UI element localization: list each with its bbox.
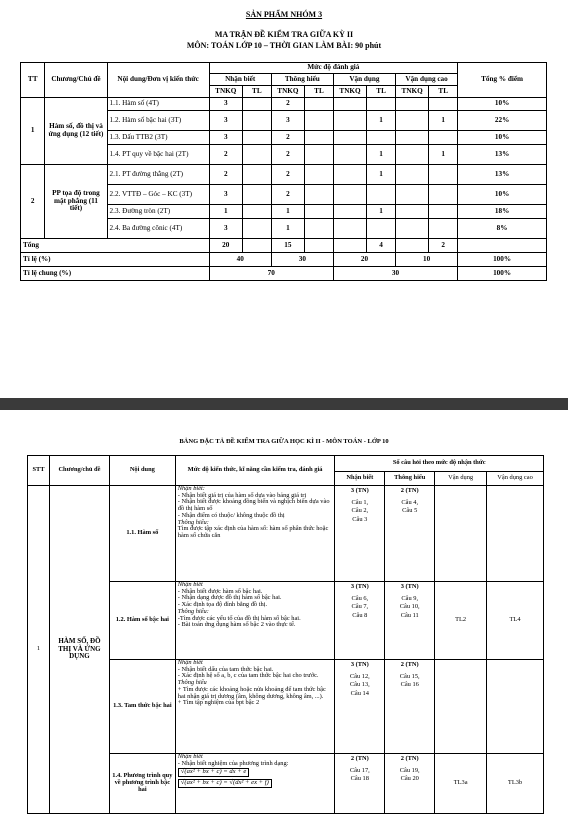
question-count: 3 (TN) [400,583,419,590]
count-cell [396,219,429,239]
level-line: - Nhận biết được hàm số bậc hai. [177,587,263,595]
count-cell [305,145,334,165]
question-item: Câu 11 [400,612,419,620]
count-cell: 2 [209,165,242,185]
spec-page [0,410,568,815]
question-count: 2 (TN) [400,661,419,668]
question-item: Câu 2, [351,507,369,515]
col-content: Nội dung/Đơn vị kiến thức [107,63,209,98]
total-vd: 4 [367,239,396,253]
level-line: - Xác định tọa độ đỉnh bằng đồ thị. [177,601,268,609]
question-item: Câu 8 [352,612,368,620]
count-cell: 2 [209,145,242,165]
question-item: Câu 12, [349,672,370,680]
spec-col-level: Mức độ kiến thức, kĩ năng cần kiểm tra, đánh giá [175,456,335,486]
level-header: Nhận biết [209,74,271,86]
pct-cell: 10% [458,185,547,205]
spec-stt: 1 [28,486,50,814]
question-item: Câu 1, [351,498,369,506]
count-cell: 3 [209,111,242,131]
spec-content: 1.2. Hàm số bậc hai [109,582,175,660]
level-line: - Nhận biết được khoảng đồng biến và nghịch biến dựa vào đồ thị hàm số [177,498,330,513]
question-item: Câu 10, [399,603,420,611]
ratio-label: Tỉ lệ (%) [21,253,210,267]
col-topic: Chương/Chủ đề [45,63,107,98]
th-questions [385,582,435,660]
spec-col-content: Nội dung [109,456,175,486]
vdc-questions [487,660,544,754]
level-line: - Nhận biết nghiệm của phương trình dạng: [177,759,289,767]
count-cell: 1 [367,145,396,165]
nb-questions [335,486,385,582]
nb-questions [335,660,385,754]
group-title: SẢN PHẨM NHÓM 3 [245,10,323,19]
matrix-row [21,98,547,111]
question-item: Câu 13, [349,681,370,689]
count-cell: 2 [271,131,304,145]
spec-levels [175,486,335,582]
question-count: 2 (TN) [350,755,369,762]
spec-sub-col: Vận dụng cao [487,472,544,486]
spec-content: 1.3. Tam thức bậc hai [109,660,175,754]
level-line: Tìm được tập xác định của hàm số: hàm số phân thức hoặc hàm số chứa căn [177,525,329,540]
count-cell [242,131,271,145]
question-item: Câu 4, [401,498,419,506]
ratio-th: 30 [271,253,333,267]
sub-tl: TL [367,86,396,98]
count-cell [396,165,429,185]
spec-levels [175,660,335,754]
question-item: Câu 19, [399,766,420,774]
question-item: Câu 17, [349,766,370,774]
matrix-page [0,0,568,398]
count-cell: 3 [209,98,242,111]
vd-questions [435,486,487,582]
count-cell [333,185,366,205]
count-cell: 1 [209,205,242,219]
spec-levels [175,754,335,814]
count-cell [333,145,366,165]
vdc-questions: TL4 [487,582,544,660]
spec-table [27,455,544,814]
count-cell [333,165,366,185]
question-item: Câu 5 [402,507,418,515]
level-line: -Tìm được các yếu tố của đồ thị hàm số bậc hai. [177,614,301,622]
count-cell [305,98,334,111]
count-cell [333,111,366,131]
count-cell: 3 [271,111,304,131]
count-cell [305,165,334,185]
spec-sub-col: Vận dụng [435,472,487,486]
level-line: - Nhận dạng được đồ thị hàm số bậc hai. [177,594,282,602]
col-tt: TT [21,63,45,98]
count-cell: 1 [271,219,304,239]
level-line: - Nhận biết giá trị của hàm số dựa vào bảng giá trị [177,491,307,499]
level-line: Nhận biết: [177,485,205,492]
question-item: Câu 20 [400,775,419,783]
question-item: Câu 3 [352,516,368,524]
count-cell [305,219,334,239]
count-cell [429,165,458,185]
vd-questions [435,660,487,754]
spec-content: 1.1. Hàm số [109,486,175,582]
ratio-pct: 100% [458,253,547,267]
sub-tnkq: TNKQ [271,86,304,98]
level-header: Vận dụng cao [396,74,458,86]
count-cell [305,111,334,131]
matrix-row [21,165,547,185]
question-item: Câu 9, [401,594,419,602]
vdc-questions: TL3b [487,754,544,814]
level-line: - Bài toán ứng dụng hàm số bậc 2 vào thực tế. [177,621,296,629]
spec-title: BẢNG ĐẶC TẢ ĐỀ KIỂM TRA GIỮA HỌC KÌ II - MÔN TOÁN - LỚP 10 [179,438,389,445]
level-line: Nhận biết [177,581,203,588]
level-header: Vận dụng [333,74,395,86]
spec-topic: HÀM SỐ, ĐỒ THỊ VÀ ỨNG DỤNG [49,486,109,814]
count-cell [396,131,429,145]
group-topic: PP tọa độ trong mặt phẳng (11 tiết) [45,165,107,239]
sub-tl: TL [305,86,334,98]
level-line: Thông hiểu [177,679,207,687]
general-pct: 100% [458,267,547,281]
question-item: Câu 16 [400,681,419,689]
count-cell [242,185,271,205]
count-cell [242,111,271,131]
page-separator [0,398,568,410]
content-cell: 1.4. PT quy về bậc hai (2T) [107,145,209,165]
count-cell [396,145,429,165]
question-count: 3 (TN) [350,583,369,590]
question-count: 3 (TN) [350,487,369,494]
level-line: - Nhận điểm có thuộc/ không thuộc đồ thị [177,511,285,519]
subject-line: MÔN: TOÁN LỚP 10 – THỜI GIAN LÀM BÀI: 90 phút [186,41,382,50]
sub-tnkq: TNKQ [209,86,242,98]
question-item: Câu 14 [350,690,369,698]
count-cell [429,205,458,219]
spec-col-questions: Số câu hỏi theo mức độ nhận thức [335,456,544,472]
group-topic: Hàm số, đồ thị và ứng dụng (12 tiết) [45,98,107,165]
sub-tnkq: TNKQ [396,86,429,98]
count-cell [429,219,458,239]
count-cell [242,219,271,239]
group-tt: 2 [21,165,45,239]
question-item: Câu 7, [351,603,369,611]
level-line: + Tìm tập nghiệm của bpt bậc 2 [177,699,260,707]
count-cell [333,205,366,219]
total-th: 15 [271,239,304,253]
count-cell [242,98,271,111]
count-cell: 1 [271,205,304,219]
count-cell [333,219,366,239]
count-cell: 2 [271,145,304,165]
count-cell [429,185,458,205]
count-cell [367,185,396,205]
spec-col-topic: Chương/chủ đề [49,456,109,486]
pct-cell: 22% [458,111,547,131]
th-questions [385,754,435,814]
count-cell [396,111,429,131]
level-line: + Tìm được các khoảng hoặc nửa khoảng để tam thức bậc hai nhận giá trị dương (âm, không dương, không âm, ...). [177,685,326,700]
question-count: 2 (TN) [400,487,419,494]
count-cell [367,131,396,145]
group-tt: 1 [21,98,45,165]
count-cell: 3 [209,185,242,205]
spec-content: 1.4. Phương trình quy về phương trình bậc hai [109,754,175,814]
ratio-vdc: 10 [396,253,458,267]
count-cell [333,98,366,111]
count-cell [242,165,271,185]
content-cell: 2.3. Đường tròn (2T) [107,205,209,219]
level-line: - Xác định hệ số a, b, c của tam thức bậc hai cho trước. [177,672,319,680]
vd-questions: TL3a [435,754,487,814]
count-cell [305,205,334,219]
general-left: 70 [209,267,333,281]
count-cell [429,98,458,111]
pct-cell: 13% [458,145,547,165]
pct-cell: 18% [458,205,547,219]
pct-cell: 13% [458,165,547,185]
content-cell: 2.4. Ba đường cônic (4T) [107,219,209,239]
matrix-title: MA TRẬN ĐỀ KIỂM TRA GIỮA KỲ II [214,30,354,39]
spec-sub-col: Thông hiểu [385,472,435,486]
sub-tl: TL [429,86,458,98]
spec-col-stt: STT [28,456,50,486]
total-vdc: 2 [429,239,458,253]
pct-cell: 10% [458,98,547,111]
level-header: Thông hiểu [271,74,333,86]
count-cell: 2 [271,185,304,205]
count-cell: 3 [209,131,242,145]
col-total: Tổng % điểm [458,63,547,98]
count-cell: 1 [367,111,396,131]
question-count: 2 (TN) [400,755,419,762]
content-cell: 2.2. VTTĐ – Góc – KC (3T) [107,185,209,205]
content-cell: 1.3. Dấu TTB2 (3T) [107,131,209,145]
count-cell [396,98,429,111]
count-cell [396,205,429,219]
total-label: Tổng [21,239,210,253]
level-line: Thông hiểu: [177,518,209,526]
count-cell [367,98,396,111]
formula: √(ax² + bx + c) = dx + e [178,768,250,777]
spec-levels [175,582,335,660]
spec-sub-col: Nhận biết [335,472,385,486]
th-questions [385,660,435,754]
question-count: 3 (TN) [350,661,369,668]
general-label: Tỉ lệ chung (%) [21,267,210,281]
count-cell: 1 [367,165,396,185]
level-line: Nhận biết [177,659,203,666]
count-cell: 2 [271,165,304,185]
level-line: Nhận biết [177,753,203,760]
count-cell [333,131,366,145]
count-cell [242,205,271,219]
content-cell: 2.1. PT đường thẳng (2T) [107,165,209,185]
vdc-questions [487,486,544,582]
pct-cell: 8% [458,219,547,239]
formula: √(ax² + bx + c) = √(dx² + ex + f) [178,779,272,788]
sub-tnkq: TNKQ [333,86,366,98]
count-cell [305,185,334,205]
vd-questions: TL2 [435,582,487,660]
th-questions [385,486,435,582]
sub-tl: TL [242,86,271,98]
total-nb: 20 [209,239,242,253]
pct-cell: 10% [458,131,547,145]
count-cell [242,145,271,165]
spec-row [28,486,544,582]
count-cell: 1 [367,205,396,219]
col-levels: Mức độ đánh giá [209,63,458,74]
count-cell [367,219,396,239]
nb-questions [335,582,385,660]
question-item: Câu 15, [399,672,420,680]
question-item: Câu 6, [351,594,369,602]
ratio-nb: 40 [209,253,271,267]
count-cell [396,185,429,205]
assessment-matrix-table [20,62,547,281]
ratio-vd: 20 [333,253,395,267]
general-right: 30 [333,267,457,281]
content-cell: 1.2. Hàm số bậc hai (3T) [107,111,209,131]
count-cell [305,131,334,145]
level-line: Thông hiểu: [177,607,209,615]
question-item: Câu 18 [350,775,369,783]
nb-questions [335,754,385,814]
count-cell [429,131,458,145]
level-line: - Nhận biết dấu của tam thức bậc hai. [177,665,274,673]
count-cell: 2 [271,98,304,111]
count-cell: 3 [209,219,242,239]
count-cell: 1 [429,111,458,131]
content-cell: 1.1. Hàm số (4T) [107,98,209,111]
count-cell: 1 [429,145,458,165]
